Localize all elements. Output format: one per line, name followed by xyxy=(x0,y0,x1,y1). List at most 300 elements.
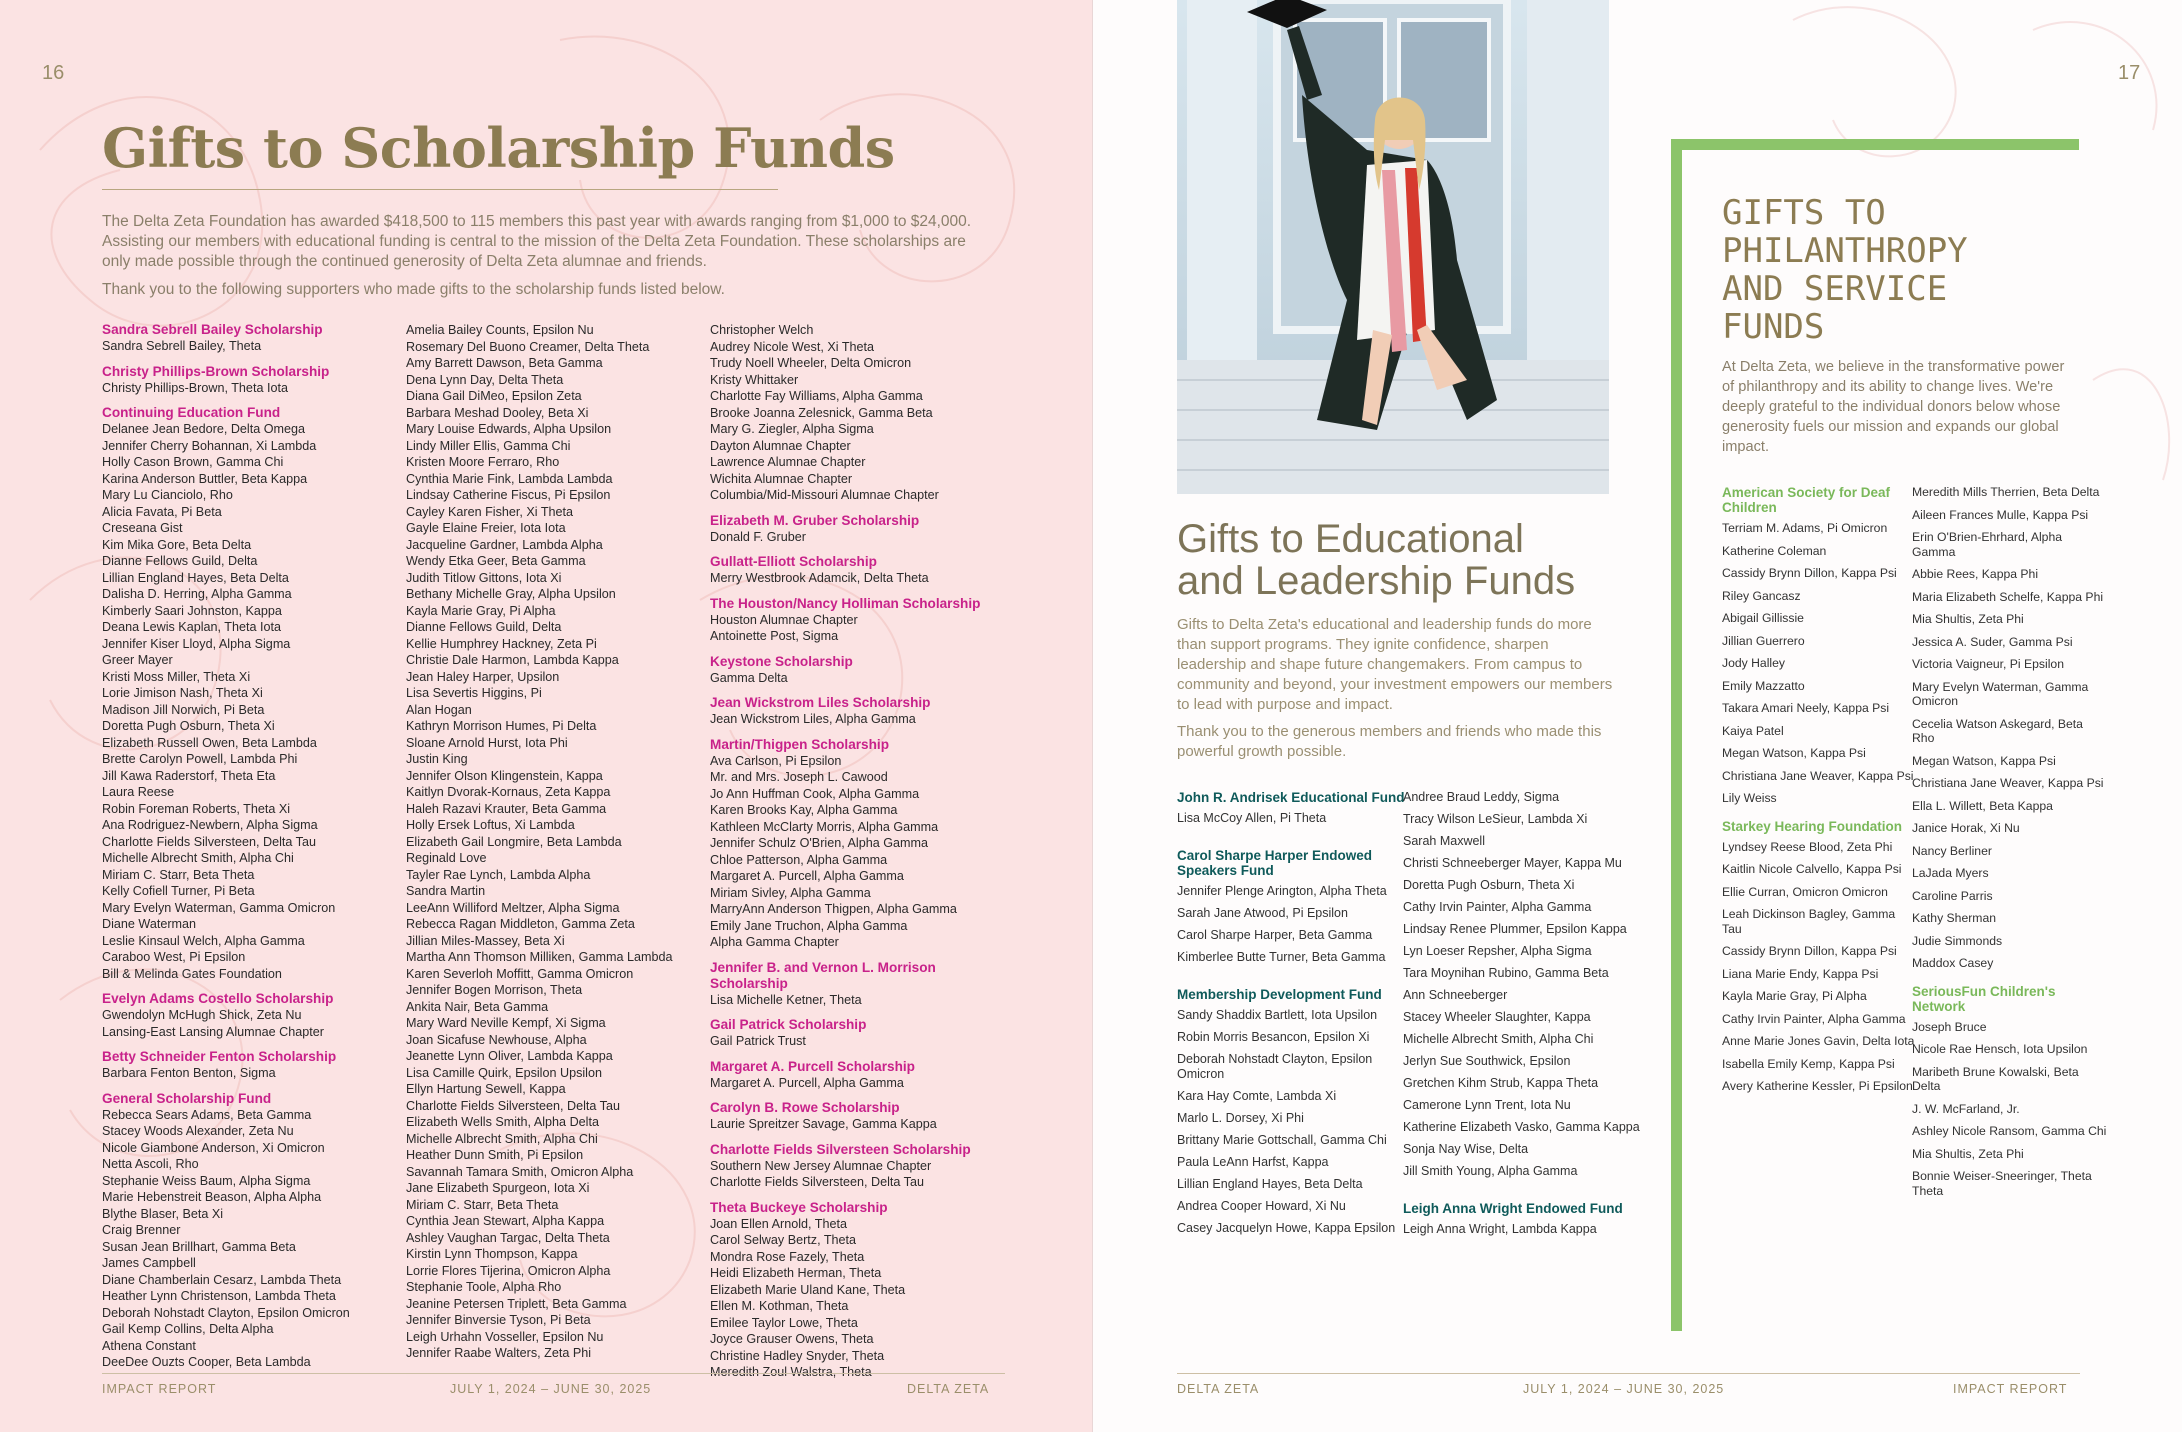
fund-block xyxy=(710,1100,1010,1133)
donor-name: Wendy Etka Geer, Beta Gamma xyxy=(406,554,586,568)
fund-heading: Membership Development Fund xyxy=(1177,987,1382,1002)
philanthropy-title-line-1: GIFTS TO xyxy=(1722,193,1886,233)
donor-name: Kayla Marie Gray, Pi Alpha xyxy=(1722,989,1867,1003)
donor-name: Mary Louise Edwards, Alpha Upsilon xyxy=(406,422,612,436)
donor-name: Stacey Woods Alexander, Zeta Nu xyxy=(102,1124,294,1138)
donor-name: Lisa Camille Quirk, Epsilon Upsilon xyxy=(406,1065,602,1080)
fund-heading: Gail Patrick Scholarship xyxy=(710,1017,867,1032)
fund-block xyxy=(1403,790,1643,1179)
donor-name: Nancy Berliner xyxy=(1912,843,1992,858)
donor-name: Jeanine Petersen Triplett, Beta Gamma xyxy=(406,1296,627,1311)
donor-name: Stephanie Weiss Baum, Alpha Sigma xyxy=(102,1173,311,1188)
fund-block xyxy=(102,991,402,1040)
donor-name: Christi Schneeberger Mayer, Kappa Mu xyxy=(1403,856,1622,870)
fund-block xyxy=(710,1200,1010,1381)
donor-name: Mary G. Ziegler, Alpha Sigma xyxy=(710,422,874,436)
donor-name: Lyn Loeser Repsher, Alpha Sigma xyxy=(1403,944,1592,958)
donor-name: Ankita Nair, Beta Gamma xyxy=(406,999,549,1014)
donor-name: Dena Lynn Day, Delta Theta xyxy=(406,372,564,387)
thanks-paragraph: Thank you to the following supporters who made gifts to the scholarship funds listed below. xyxy=(102,281,725,298)
donor-name: Gamma Delta xyxy=(710,670,788,685)
donor-name: Amy Barrett Dawson, Beta Gamma xyxy=(406,356,603,370)
fund-block xyxy=(710,695,1010,728)
fund-block xyxy=(710,960,1010,1009)
donor-name: Jill Kawa Raderstorf, Theta Eta xyxy=(102,768,276,783)
donor-name: Barbara Meshad Dooley, Beta Xi xyxy=(406,405,589,420)
donor-name: Leigh Urhahn Vosseller, Epsilon Nu xyxy=(406,1329,604,1344)
fund-block xyxy=(102,364,402,397)
educational-column-1 xyxy=(1177,790,1417,1258)
footer-date: JULY 1, 2024 – JUNE 30, 2025 xyxy=(1523,1382,1725,1396)
donor-name: Mary Evelyn Waterman, Gamma Omicron xyxy=(102,900,336,915)
donor-name: Sarah Jane Atwood, Pi Epsilon xyxy=(1177,906,1348,920)
donor-name: Jennifer Schulz O'Brien, Alpha Gamma xyxy=(710,836,928,850)
donor-name: Marlo L. Dorsey, Xi Phi xyxy=(1177,1111,1304,1125)
donor-name: Jennifer Bogen Morrison, Theta xyxy=(406,983,583,997)
donor-name: Alicia Favata, Pi Beta xyxy=(102,504,222,519)
donor-name: Kathryn Morrison Humes, Pi Delta xyxy=(406,719,597,733)
fund-heading: Jennifer B. and Vernon L. Morrison Scholarship xyxy=(710,959,936,991)
donor-name: Megan Watson, Kappa Psi xyxy=(1912,753,2056,768)
donor-name: Gail Patrick Trust xyxy=(710,1034,806,1048)
fund-heading: American Society for Deaf Children xyxy=(1722,485,1891,515)
donor-name: Tayler Rae Lynch, Lambda Alpha xyxy=(406,867,591,882)
fund-heading: General Scholarship Fund xyxy=(102,1090,272,1106)
fund-heading: Margaret A. Purcell Scholarship xyxy=(710,1058,915,1074)
fund-block xyxy=(1912,984,2107,1199)
donor-name: Sandra Martin xyxy=(406,884,486,898)
donor-name: Takara Amari Neely, Kappa Psi xyxy=(1722,701,1890,715)
donor-name: Meredith Mills Therrien, Beta Delta xyxy=(1912,485,2100,499)
donor-name: Cecelia Watson Askegard, Beta Rho xyxy=(1912,716,2083,745)
donor-name: Deborah Nohstadt Clayton, Epsilon Omicron xyxy=(102,1305,350,1320)
donor-name: Mary Lu Cianciolo, Rho xyxy=(102,488,233,502)
donor-name: Ashley Vaughan Targac, Delta Theta xyxy=(406,1230,610,1245)
donor-name: Ellyn Hartung Sewell, Kappa xyxy=(406,1082,566,1096)
donor-name: Barbara Fenton Benton, Sigma xyxy=(102,1066,276,1080)
donor-name: Dalisha D. Herring, Alpha Gamma xyxy=(102,587,292,601)
donor-name: Kim Mika Gore, Beta Delta xyxy=(102,537,252,552)
donor-name: Carol Sharpe Harper, Beta Gamma xyxy=(1177,928,1373,942)
donor-name: Cassidy Brynn Dillon, Kappa Psi xyxy=(1722,566,1897,580)
scholarship-column-3 xyxy=(710,322,1010,1390)
donor-name: Bonnie Weiser-Sneeringer, Theta Theta xyxy=(1912,1169,2092,1198)
footer-left: DELTA ZETA xyxy=(1177,1382,1260,1396)
donor-name: Craig Brenner xyxy=(102,1223,181,1237)
donor-name: Madison Jill Norwich, Pi Beta xyxy=(102,702,265,717)
donor-name: Nicole Rae Hensch, Iota Upsilon xyxy=(1912,1042,2088,1056)
donor-name: Bethany Michelle Gray, Alpha Upsilon xyxy=(406,587,616,601)
footer-left: IMPACT REPORT xyxy=(102,1382,217,1396)
donor-name: Lansing-East Lansing Alumnae Chapter xyxy=(102,1024,324,1039)
donor-name: Maddox Casey xyxy=(1912,956,1994,970)
fund-heading: Leigh Anna Wright Endowed Fund xyxy=(1403,1201,1623,1216)
donor-name: Doretta Pugh Osburn, Theta Xi xyxy=(1403,878,1575,892)
intro-paragraph: The Delta Zeta Foundation has awarded $418,500 to 115 members this past year with awards ranging from $1,000 to $24,000. Assisting our members with educational funding is central to the mission of the Delta Zeta Foundation. These scholarships are only made possible through the continued generosity of Delta Zeta alumnae and friends. xyxy=(102,213,972,270)
donor-name: Joan Sicafuse Newhouse, Alpha xyxy=(406,1032,587,1047)
donor-name: Michelle Albrecht Smith, Alpha Chi xyxy=(1403,1032,1594,1046)
fund-block xyxy=(1403,1201,1643,1237)
donor-name: Isabella Emily Kemp, Kappa Psi xyxy=(1722,1056,1895,1071)
donor-name: Christine Hadley Snyder, Theta xyxy=(710,1348,885,1363)
donor-name: Christiana Jane Weaver, Kappa Psi xyxy=(1722,768,1914,783)
fund-heading: The Houston/Nancy Holliman Scholarship xyxy=(710,595,981,611)
donor-name: Lorrie Flores Tijerina, Omicron Alpha xyxy=(406,1263,611,1278)
donor-name: Karen Brooks Kay, Alpha Gamma xyxy=(710,803,898,817)
donor-name: Mia Shultis, Zeta Phi xyxy=(1912,1146,2024,1161)
fund-heading: Betty Schneider Fenton Scholarship xyxy=(102,1049,337,1064)
donor-name: Heidi Elizabeth Herman, Theta xyxy=(710,1266,882,1280)
educational-title-line-2: and Leadership Funds xyxy=(1177,559,1576,603)
educational-thanks: Thank you to the generous members and friends who made this powerful growth possible. xyxy=(1177,723,1602,760)
donor-name: Christie Dale Harmon, Lambda Kappa xyxy=(406,653,619,667)
donor-name: Athena Constant xyxy=(102,1338,196,1353)
donor-name: Joyce Grauser Owens, Theta xyxy=(710,1332,874,1346)
donor-name: Brette Carolyn Powell, Lambda Phi xyxy=(102,752,298,766)
donor-name: Jacqueline Gardner, Lambda Alpha xyxy=(406,537,603,552)
donor-name: Jillian Guerrero xyxy=(1722,633,1805,648)
fund-heading: Charlotte Fields Silversteen Scholarship xyxy=(710,1141,971,1157)
donor-name: Emily Mazzatto xyxy=(1722,678,1805,693)
donor-name: Leah Dickinson Bagley, Gamma Tau xyxy=(1722,907,1896,936)
donor-name: Sarah Maxwell xyxy=(1403,834,1485,848)
donor-name: Gretchen Kihm Strub, Kappa Theta xyxy=(1403,1076,1599,1090)
donor-name: Elizabeth Russell Owen, Beta Lambda xyxy=(102,735,317,750)
donor-name: Doretta Pugh Osburn, Theta Xi xyxy=(102,719,275,733)
donor-name: Greer Mayer xyxy=(102,653,173,667)
footer-right: IMPACT REPORT xyxy=(1953,1382,2068,1396)
donor-name: Caroline Parris xyxy=(1912,888,1993,903)
donor-name: Sonja Nay Wise, Delta xyxy=(1403,1142,1529,1156)
donor-name: Dayton Alumnae Chapter xyxy=(710,438,851,453)
donor-name: Alan Hogan xyxy=(406,702,472,717)
donor-name: Mr. and Mrs. Joseph L. Cawood xyxy=(710,770,888,784)
educational-intro: Gifts to Delta Zeta's educational and leadership funds do more than support programs. They ignite confidence, sharpen leadership and shape future changemakers. From campus to community and beyond, your investment empowers our members to lead with purpose and impact. xyxy=(1177,616,1613,713)
donor-name: Lily Weiss xyxy=(1722,791,1777,805)
donor-name: Southern New Jersey Alumnae Chapter xyxy=(710,1158,932,1173)
donor-name: Sandra Sebrell Bailey, Theta xyxy=(102,339,262,353)
donor-name: Kaitlin Nicole Calvello, Kappa Psi xyxy=(1722,862,1902,876)
donor-name: MarryAnn Anderson Thigpen, Alpha Gamma xyxy=(710,902,957,916)
donor-name: Ella L. Willett, Beta Kappa xyxy=(1912,798,2053,813)
donor-name: Delanee Jean Bedore, Delta Omega xyxy=(102,422,306,436)
fund-heading: Carolyn B. Rowe Scholarship xyxy=(710,1100,900,1115)
donor-name: Kaiya Patel xyxy=(1722,723,1784,738)
donor-name: Margaret A. Purcell, Alpha Gamma xyxy=(710,1075,904,1090)
fund-block xyxy=(710,1142,1010,1191)
donor-name: Sandy Shaddix Bartlett, Iota Upsilon xyxy=(1177,1008,1378,1022)
donor-name: Amelia Bailey Counts, Epsilon Nu xyxy=(406,323,594,337)
fund-block xyxy=(710,1017,1010,1050)
fund-block xyxy=(710,1059,1010,1092)
donor-name: Victoria Vaigneur, Pi Epsilon xyxy=(1912,657,2064,671)
donor-name: Kimberly Saari Johnston, Kappa xyxy=(102,603,282,618)
graduate-photo xyxy=(1177,0,1609,494)
philanthropy-title xyxy=(1722,194,1968,346)
donor-name: Charlotte Fields Silversteen, Delta Tau xyxy=(710,1175,924,1189)
donor-name: Mondra Rose Fazely, Theta xyxy=(710,1249,865,1264)
donor-name: Jillian Miles-Massey, Beta Xi xyxy=(406,933,565,948)
fund-heading: Gullatt-Elliott Scholarship xyxy=(710,554,877,569)
donor-name: Christiana Jane Weaver, Kappa Psi xyxy=(1912,776,2104,790)
donor-name: Kelly Cofiell Turner, Pi Beta xyxy=(102,884,255,898)
donor-name: Gail Kemp Collins, Delta Alpha xyxy=(102,1322,274,1336)
fund-block xyxy=(102,405,402,982)
donor-name: Jerlyn Sue Southwick, Epsilon xyxy=(1403,1054,1571,1068)
donor-name: Jennifer Plenge Arington, Alpha Theta xyxy=(1177,884,1387,898)
donor-name: Charlotte Fay Williams, Alpha Gamma xyxy=(710,389,923,403)
donor-name: Elizabeth Wells Smith, Alpha Delta xyxy=(406,1115,599,1129)
fund-heading: Sandra Sebrell Bailey Scholarship xyxy=(102,322,323,337)
donor-name: Nicole Giambone Anderson, Xi Omicron xyxy=(102,1140,325,1155)
educational-title xyxy=(1177,518,1575,602)
donor-name: Andree Braud Leddy, Sigma xyxy=(1403,790,1560,804)
donor-name: Ava Carlson, Pi Epsilon xyxy=(710,753,842,768)
fund-block xyxy=(102,1091,402,1371)
donor-name: Liana Marie Endy, Kappa Psi xyxy=(1722,966,1879,981)
donor-name: Merry Westbrook Adamcik, Delta Theta xyxy=(710,571,929,585)
donor-name: Jo Ann Huffman Cook, Alpha Gamma xyxy=(710,786,920,801)
donor-name: Ann Schneeberger xyxy=(1403,988,1508,1002)
donor-name: Judith Titlow Gittons, Iota Xi xyxy=(406,570,562,585)
donor-name: Laura Reese xyxy=(102,785,175,799)
donor-name: Jennifer Olson Klingenstein, Kappa xyxy=(406,768,603,783)
donor-name: Kristi Moss Miller, Theta Xi xyxy=(102,669,251,684)
donor-name: Jill Smith Young, Alpha Gamma xyxy=(1403,1164,1578,1178)
donor-name: Lillian England Hayes, Beta Delta xyxy=(1177,1177,1363,1191)
donor-name: Rebecca Sears Adams, Beta Gamma xyxy=(102,1107,312,1122)
donor-name: Marie Hebenstreit Beason, Alpha Alpha xyxy=(102,1190,322,1204)
donor-name: Deana Lewis Kaplan, Theta Iota xyxy=(102,620,281,634)
donor-name: Brittany Marie Gottschall, Gamma Chi xyxy=(1177,1133,1387,1147)
donor-name: Erin O'Brien-Ehrhard, Alpha Gamma xyxy=(1912,530,2063,559)
donor-name: Terriam M. Adams, Pi Omicron xyxy=(1722,521,1888,535)
donor-name: Bill & Melinda Gates Foundation xyxy=(102,966,282,981)
fund-heading: Starkey Hearing Foundation xyxy=(1722,818,1903,834)
fund-heading: Carol Sharpe Harper Endowed Speakers Fund xyxy=(1177,848,1373,878)
donor-name: Charlotte Fields Silversteen, Delta Tau xyxy=(102,834,316,849)
donor-name: Donald F. Gruber xyxy=(710,529,806,544)
donor-name: Cynthia Jean Stewart, Alpha Kappa xyxy=(406,1214,605,1228)
educational-title-line-1: Gifts to Educational xyxy=(1177,517,1524,561)
donor-name: Lindsay Catherine Fiscus, Pi Epsilon xyxy=(406,488,611,502)
donor-name: Maribeth Brune Kowalski, Beta Delta xyxy=(1912,1064,2079,1093)
donor-name: Jeanette Lynn Oliver, Lambda Kappa xyxy=(406,1049,613,1063)
donor-name: Holly Ersek Loftus, Xi Lambda xyxy=(406,818,575,832)
fund-block xyxy=(1177,848,1417,965)
donor-name: Abbie Rees, Kappa Phi xyxy=(1912,567,2039,581)
fund-block xyxy=(710,654,1010,687)
donor-name: Columbia/Mid-Missouri Alumnae Chapter xyxy=(710,488,939,502)
donor-name: Jennifer Binversie Tyson, Pi Beta xyxy=(406,1313,591,1327)
donor-name: Robin Foreman Roberts, Theta Xi xyxy=(102,801,291,816)
philanthropy-column-2 xyxy=(1912,485,2107,1211)
fund-block xyxy=(1177,790,1417,826)
donor-name: Christopher Welch xyxy=(710,323,814,337)
donor-name: Susan Jean Brillhart, Gamma Beta xyxy=(102,1239,296,1254)
donor-name: Kathy Sherman xyxy=(1912,911,1997,925)
donor-name: Emilee Taylor Lowe, Theta xyxy=(710,1315,858,1330)
donor-name: Joseph Bruce xyxy=(1912,1019,1987,1034)
donor-name: Justin King xyxy=(406,752,468,766)
donor-name: Michelle Albrecht Smith, Alpha Chi xyxy=(406,1131,598,1146)
donor-name: Kristen Moore Ferraro, Rho xyxy=(406,455,560,469)
donor-name: Jennifer Kiser Lloyd, Alpha Sigma xyxy=(102,636,291,651)
philanthropy-title-line-4: FUNDS xyxy=(1722,307,1825,347)
donor-name: Leslie Kinsaul Welch, Alpha Gamma xyxy=(102,933,305,948)
scholarship-column-1 xyxy=(102,322,402,1380)
fund-heading: Martin/Thigpen Scholarship xyxy=(710,736,889,752)
donor-name: Cathy Irvin Painter, Alpha Gamma xyxy=(1403,900,1592,914)
donor-name: Andrea Cooper Howard, Xi Nu xyxy=(1177,1199,1346,1213)
donor-name: Kaitlyn Dvorak-Kornaus, Zeta Kappa xyxy=(406,785,611,799)
fund-block xyxy=(710,596,1010,645)
donor-name: Lisa Severtis Higgins, Pi xyxy=(406,686,542,700)
page-number: 17 xyxy=(2118,62,2141,84)
scholarship-column-2 xyxy=(406,322,706,1371)
donor-name: LeeAnn Williford Meltzer, Alpha Sigma xyxy=(406,900,620,915)
donor-name: Miriam C. Starr, Beta Theta xyxy=(406,1197,559,1212)
donor-name: Lawrence Alumnae Chapter xyxy=(710,455,866,469)
title-divider xyxy=(102,189,778,190)
donor-name: Cathy Irvin Painter, Alpha Gamma xyxy=(1722,1011,1906,1026)
donor-name: Rosemary Del Buono Creamer, Delta Theta xyxy=(406,339,650,354)
donor-name: Casey Jacquelyn Howe, Kappa Epsilon xyxy=(1177,1221,1396,1235)
donor-name: Leigh Anna Wright, Lambda Kappa xyxy=(1403,1222,1597,1236)
donor-name: Katherine Elizabeth Vasko, Gamma Kappa xyxy=(1403,1120,1640,1134)
donor-name: Anne Marie Jones Gavin, Delta Iota xyxy=(1722,1034,1915,1048)
donor-name: Tracy Wilson LeSieur, Lambda Xi xyxy=(1403,812,1588,826)
donor-name: Elizabeth Marie Uland Kane, Theta xyxy=(710,1282,906,1297)
donor-name: Jean Haley Harper, Upsilon xyxy=(406,669,560,684)
donor-name: Lisa Michelle Ketner, Theta xyxy=(710,992,862,1007)
donor-name: Laurie Spreitzer Savage, Gamma Kappa xyxy=(710,1117,937,1131)
donor-name: Stacey Wheeler Slaughter, Kappa xyxy=(1403,1010,1591,1024)
fund-block xyxy=(102,322,402,355)
green-frame-top xyxy=(1671,139,2079,150)
donor-name: Haleh Razavi Krauter, Beta Gamma xyxy=(406,801,607,816)
footer-date: JULY 1, 2024 – JUNE 30, 2025 xyxy=(450,1382,652,1396)
fund-heading: Elizabeth M. Gruber Scholarship xyxy=(710,512,920,528)
fund-heading: Theta Buckeye Scholarship xyxy=(710,1199,888,1215)
donor-name: Lorie Jimison Nash, Theta Xi xyxy=(102,686,263,700)
donor-name: Lindy Miller Ellis, Gamma Chi xyxy=(406,438,571,453)
educational-column-2 xyxy=(1403,790,1643,1259)
donor-name: Antoinette Post, Sigma xyxy=(710,629,839,643)
donor-name: DeeDee Ouzts Cooper, Beta Lambda xyxy=(102,1355,311,1369)
donor-name: Janice Horak, Xi Nu xyxy=(1912,821,2020,835)
donor-name: Mia Shultis, Zeta Phi xyxy=(1912,612,2024,626)
donor-name: Ana Rodriguez-Newbern, Alpha Sigma xyxy=(102,818,318,832)
donor-name: Meredith Zoul Walstra, Theta xyxy=(710,1365,872,1379)
fund-block xyxy=(710,322,1010,504)
fund-heading: Keystone Scholarship xyxy=(710,653,853,669)
donor-name: Reginald Love xyxy=(406,851,487,865)
donor-name: Creseana Gist xyxy=(102,521,183,535)
donor-name: Alpha Gamma Chapter xyxy=(710,935,839,949)
donor-name: Camerone Lynn Trent, Iota Nu xyxy=(1403,1098,1571,1112)
donor-name: Kimberlee Butte Turner, Beta Gamma xyxy=(1177,950,1386,964)
donor-name: Blythe Blaser, Beta Xi xyxy=(102,1206,224,1221)
fund-heading: Continuing Education Fund xyxy=(102,405,281,420)
donor-name: Kirstin Lynn Thompson, Kappa xyxy=(406,1247,578,1261)
donor-name: Netta Ascoli, Rho xyxy=(102,1157,199,1171)
donor-name: Cynthia Marie Fink, Lambda Lambda xyxy=(406,471,613,486)
donor-name: Chloe Patterson, Alpha Gamma xyxy=(710,852,888,867)
donor-name: Gwendolyn McHugh Shick, Zeta Nu xyxy=(102,1008,302,1022)
donor-name: Christy Phillips-Brown, Theta Iota xyxy=(102,380,288,395)
donor-name: Kayla Marie Gray, Pi Alpha xyxy=(406,603,556,618)
donor-name: Mary Evelyn Waterman, Gamma Omicron xyxy=(1912,679,2089,708)
donor-name: Aileen Frances Mulle, Kappa Psi xyxy=(1912,507,2089,522)
donor-name: Ellie Curran, Omicron Omicron xyxy=(1722,884,1888,899)
donor-name: Kellie Humphrey Hackney, Zeta Pi xyxy=(406,636,597,651)
donor-name: Brooke Joanna Zelesnick, Gamma Beta xyxy=(710,405,933,420)
donor-name: Diane Waterman xyxy=(102,917,197,931)
philanthropy-column-1 xyxy=(1722,485,1917,1107)
donor-name: Audrey Nicole West, Xi Theta xyxy=(710,339,875,354)
fund-heading: Christy Phillips-Brown Scholarship xyxy=(102,363,330,379)
fund-block xyxy=(1912,485,2107,971)
footer-divider xyxy=(1177,1373,2080,1374)
philanthropy-title-line-3: AND SERVICE xyxy=(1722,269,1948,309)
donor-name: Ellen M. Kothman, Theta xyxy=(710,1299,849,1313)
donor-name: Jessica A. Suder, Gamma Psi xyxy=(1912,634,2073,649)
donor-name: Stephanie Toole, Alpha Rho xyxy=(406,1280,562,1294)
fund-block xyxy=(710,554,1010,587)
donor-name: Karen Severloh Moffitt, Gamma Omicron xyxy=(406,966,634,981)
donor-name: Gayle Elaine Freier, Iota Iota xyxy=(406,521,566,535)
donor-name: Lyndsey Reese Blood, Zeta Phi xyxy=(1722,839,1893,854)
footer-divider xyxy=(102,1373,1005,1374)
philanthropy-title-line-2: PHILANTHROPY xyxy=(1722,231,1968,271)
green-frame-left xyxy=(1671,139,1682,1331)
fund-block xyxy=(406,322,706,1362)
donor-name: Savannah Tamara Smith, Omicron Alpha xyxy=(406,1164,634,1179)
page-number: 16 xyxy=(42,62,65,84)
fund-heading: Jean Wickstrom Liles Scholarship xyxy=(710,695,931,710)
donor-name: Deborah Nohstadt Clayton, Epsilon Omicron xyxy=(1177,1052,1373,1081)
fund-block xyxy=(710,737,1010,951)
donor-name: Karina Anderson Buttler, Beta Kappa xyxy=(102,471,308,486)
donor-name: Trudy Noell Wheeler, Delta Omicron xyxy=(710,356,912,370)
donor-name: Paula LeAnn Harfst, Kappa xyxy=(1177,1155,1329,1169)
fund-heading: Evelyn Adams Costello Scholarship xyxy=(102,991,334,1006)
donor-name: Mary Ward Neville Kempf, Xi Sigma xyxy=(406,1016,606,1030)
donor-name: Emily Jane Truchon, Alpha Gamma xyxy=(710,918,908,933)
donor-name: Carol Selway Bertz, Theta xyxy=(710,1233,857,1247)
donor-name: J. W. McFarland, Jr. xyxy=(1912,1101,2020,1116)
donor-name: Heather Lynn Christenson, Lambda Theta xyxy=(102,1289,336,1303)
donor-name: Sloane Arnold Hurst, Iota Phi xyxy=(406,735,568,750)
donor-name: Abigail Gillissie xyxy=(1722,611,1804,625)
page-title: Gifts to Scholarship Funds xyxy=(102,116,895,180)
donor-name: Lillian England Hayes, Beta Delta xyxy=(102,570,289,585)
donor-name: Jane Elizabeth Spurgeon, Iota Xi xyxy=(406,1181,590,1195)
donor-name: Rebecca Ragan Middleton, Gamma Zeta xyxy=(406,917,635,931)
donor-name: Avery Katherine Kessler, Pi Epsilon xyxy=(1722,1079,1913,1093)
donor-name: Jennifer Raabe Walters, Zeta Phi xyxy=(406,1346,592,1360)
fund-block xyxy=(1722,819,1917,1094)
donor-name: Joan Ellen Arnold, Theta xyxy=(710,1216,847,1231)
donor-name: Tara Moynihan Rubino, Gamma Beta xyxy=(1403,966,1609,980)
footer-right: DELTA ZETA xyxy=(907,1382,990,1396)
donor-name: Caraboo West, Pi Epsilon xyxy=(102,950,246,964)
donor-name: LaJada Myers xyxy=(1912,866,1989,880)
donor-name: Dianne Fellows Guild, Delta xyxy=(102,554,258,568)
donor-name: Wichita Alumnae Chapter xyxy=(710,471,853,486)
donor-name: Kara Hay Comte, Lambda Xi xyxy=(1177,1089,1337,1103)
